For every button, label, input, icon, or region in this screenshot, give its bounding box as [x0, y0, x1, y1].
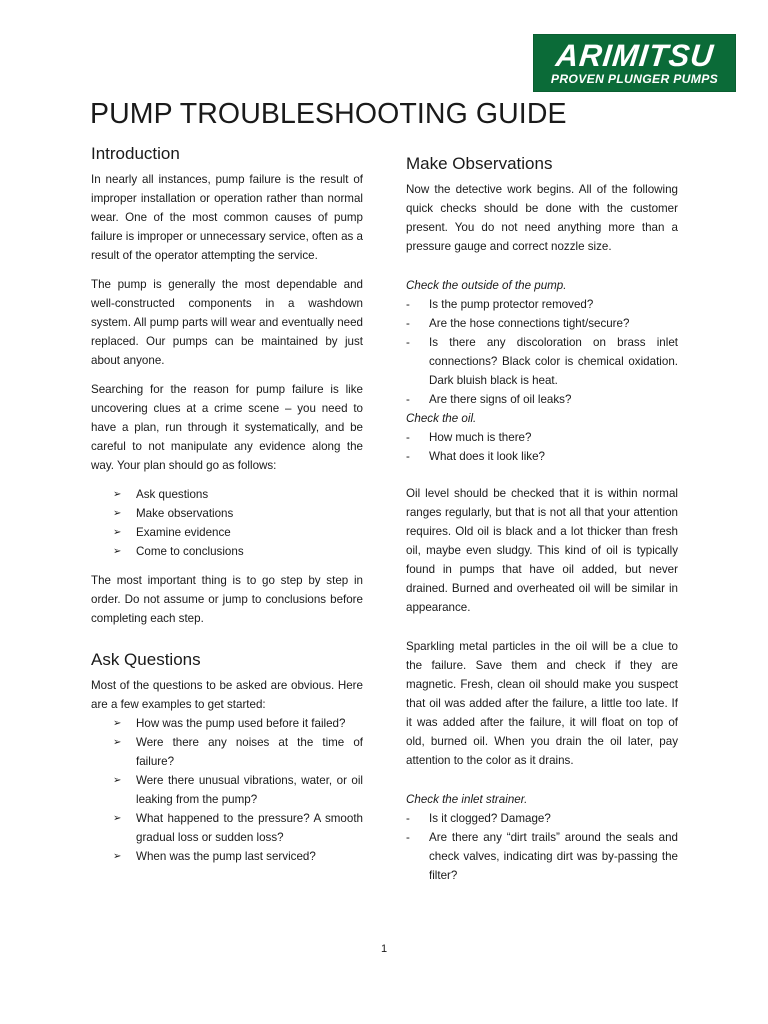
arrow-bullet-icon: ➢ [113, 508, 122, 519]
oil-paragraph-1: Oil level should be checked that it is within normal ranges regularly, but that is not all that your attention requires. Old oil is black and a lot thicker than fresh oil, maybe even sludgy. This kind of oil is typically found in pumps that have oil added, but never drained. Burned and overheated oil will be similar in appearance. [406, 487, 678, 614]
list-item: - Is there any discoloration on brass inlet connections? Black color is chemical oxidation. Dark bluish black is heat. [406, 336, 678, 387]
check-oil-heading: Check the oil. [406, 412, 477, 425]
list-item: ➢ How was the pump used before it failed? [91, 714, 363, 733]
list-item: ➢ Were there unusual vibrations, water, or oil leaking from the pump? [91, 771, 363, 809]
arrow-bullet-icon: ➢ [113, 851, 122, 862]
list-item: ➢ Were there any noises at the time of failure? [91, 733, 363, 771]
arrow-bullet-icon: ➢ [113, 546, 122, 557]
list-item: - What does it look like? [406, 450, 545, 463]
list-item: - Are there any “dirt trails” around the seals and check valves, indicating dirt was by-passing the filter? [406, 831, 678, 882]
plan-list [91, 485, 363, 561]
list-item: - How much is there? [406, 431, 532, 444]
logo-tagline: PROVEN PLUNGER PUMPS [550, 72, 719, 86]
oil-paragraph-2: Sparkling metal particles in the oil will be a clue to the failure. Save them and check if they are magnetic. Fresh, clean oil should make you suspect that oil was added after the failure, a little too late. If it was added after the failure, it will float on top of old, burned oil. When you drain the oil later, pay attention to the color as it drains. [406, 640, 678, 767]
list-item: ➢ Examine evidence [91, 523, 363, 542]
check-strainer-heading: Check the inlet strainer. [406, 793, 528, 806]
make-observations-heading: Make Observations [406, 154, 553, 173]
intro-paragraph-4: The most important thing is to go step by step in order. Do not assume or jump to conclusions before completing each step. [91, 574, 363, 625]
check-outside-heading: Check the outside of the pump. [406, 279, 567, 292]
outside-checks-list [406, 295, 678, 409]
ask-questions-heading: Ask Questions [91, 650, 201, 669]
strainer-checks-list [406, 809, 678, 885]
list-item: ➢ Come to conclusions [91, 542, 363, 561]
intro-paragraph-1: In nearly all instances, pump failure is the result of improper installation or operation rather than normal wear. One of the most common causes of pump failure is improper or unnecessary service, often as a result of the operator attempting the service. [91, 173, 363, 262]
ask-questions-intro: Most of the questions to be asked are obvious. Here are a few examples to get started: [91, 679, 363, 711]
arrow-bullet-icon: ➢ [113, 775, 122, 786]
list-item: ➢ Ask questions [91, 485, 363, 504]
arrow-bullet-icon: ➢ [113, 737, 122, 748]
list-item: ➢ When was the pump last serviced? [91, 847, 363, 866]
list-item: - Is the pump protector removed? [406, 298, 594, 311]
intro-paragraph-3: Searching for the reason for pump failure is like uncovering clues at a crime scene – you need to have a plan, run through it systematically, and be careful to not manipulate any evidence along the way. Your plan should go as follows: [91, 383, 363, 472]
introduction-heading: Introduction [91, 144, 180, 163]
arimitsu-logo [533, 34, 736, 92]
list-item: ➢ What happened to the pressure? A smooth gradual loss or sudden loss? [91, 809, 363, 847]
arrow-bullet-icon: ➢ [113, 489, 122, 500]
intro-paragraph-2: The pump is generally the most dependable and well-constructed components in a washdown system. All pump parts will wear and eventually need replaced. Our pumps can be maintained by just about anyone. [91, 278, 363, 367]
left-column [91, 142, 363, 876]
page-title: PUMP TROUBLESHOOTING GUIDE [90, 98, 567, 130]
page-number: 1 [380, 943, 388, 955]
list-item: - Are the hose connections tight/secure? [406, 317, 630, 330]
right-column [406, 152, 678, 885]
arrow-bullet-icon: ➢ [113, 813, 122, 824]
list-item: - Is it clogged? Damage? [406, 812, 551, 825]
arrow-bullet-icon: ➢ [113, 527, 122, 538]
list-item: - Are there signs of oil leaks? [406, 393, 572, 406]
list-item: ➢ Make observations [91, 504, 363, 523]
observations-intro: Now the detective work begins. All of the following quick checks should be done with the customer present. You do not need anything more than a pressure gauge and correct nozzle size. [406, 183, 678, 253]
oil-checks-list [406, 428, 678, 466]
questions-list [91, 714, 363, 866]
logo-brand: ARIMITSU [553, 38, 716, 73]
arrow-bullet-icon: ➢ [113, 718, 122, 729]
